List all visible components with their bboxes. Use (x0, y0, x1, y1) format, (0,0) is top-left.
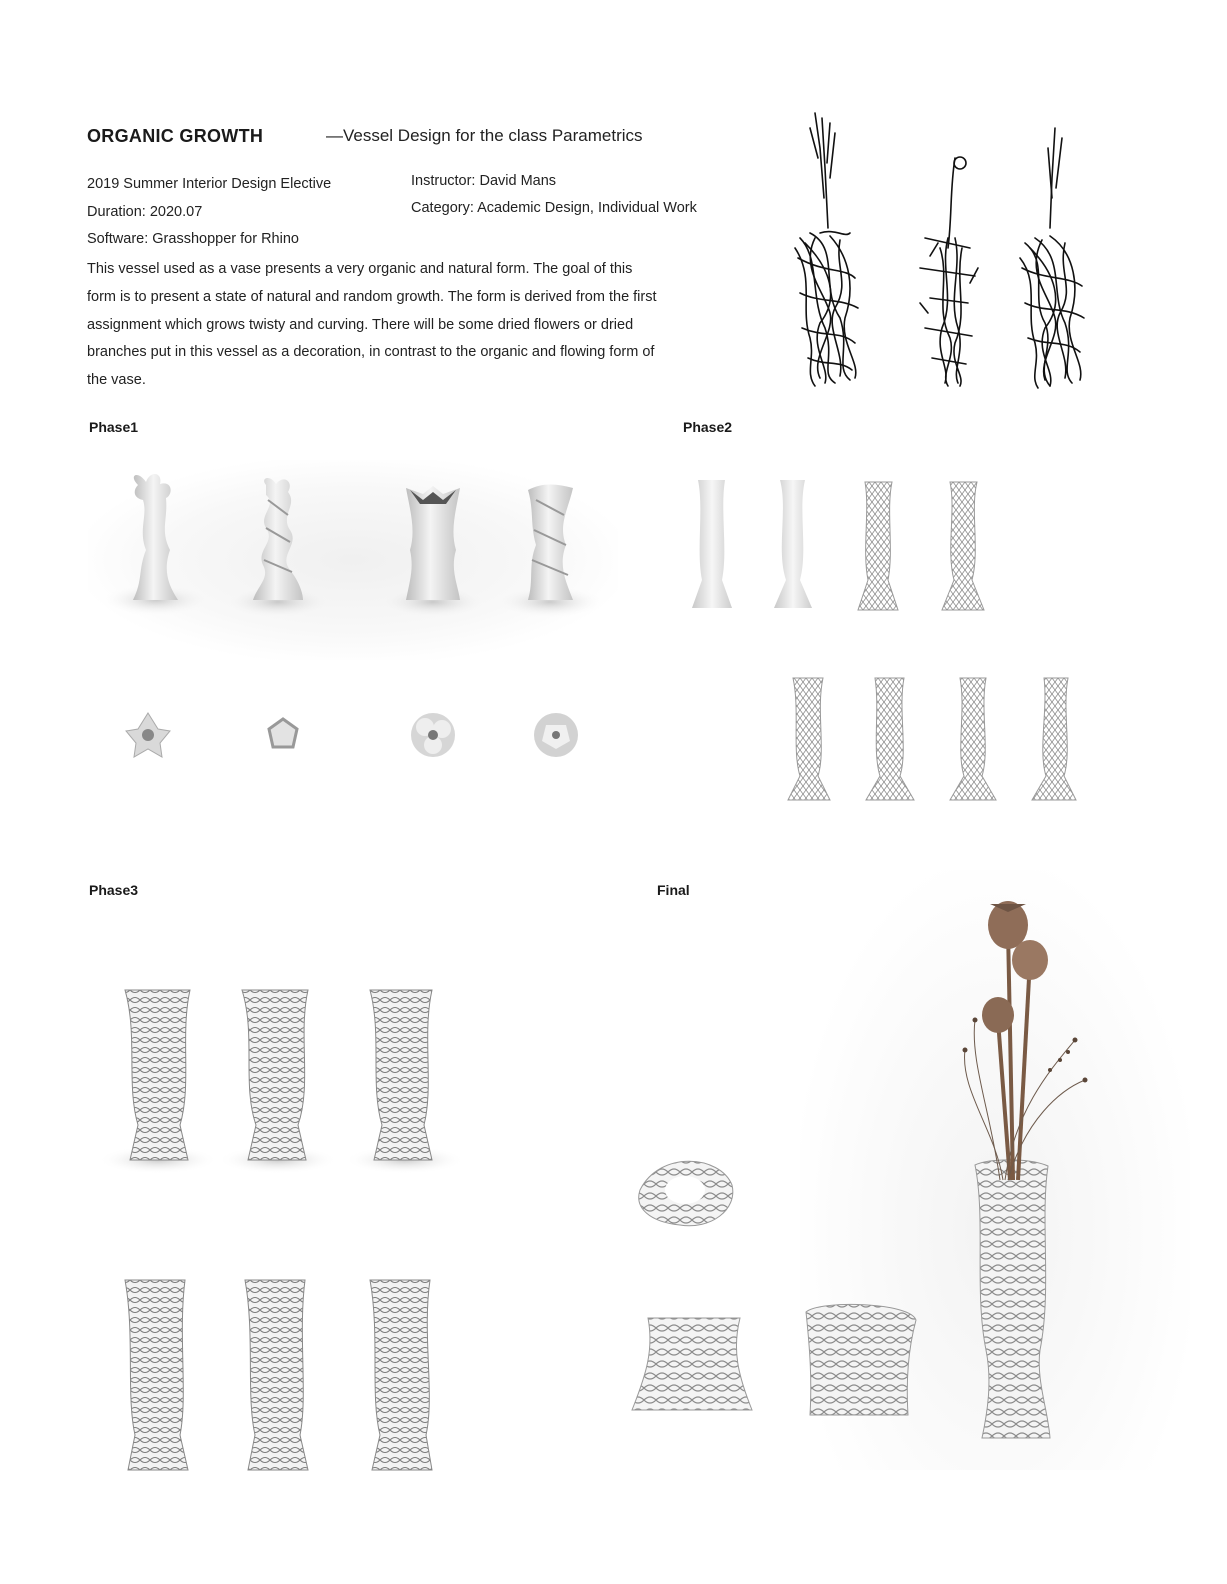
project-description: This vessel used as a vase presents a very organic and natural form. The goal of this form is to present a state of natural and random growth. The form is derived from the first assignment which grows twisty and curving. There will be some dried flowers or dried branches put in this vessel as a decoration, in contrast to the organic and flowing form of the vase. (87, 261, 657, 389)
page-title: ORGANIC GROWTH (87, 126, 264, 146)
phase1-label: Phase1 (89, 419, 139, 435)
phase2-renders (680, 470, 1110, 810)
phase3-renders (80, 975, 500, 1475)
duration-text: Duration: 2020.07 (87, 204, 203, 220)
final-label: Final (657, 882, 690, 898)
software-text: Software: Grasshopper for Rhino (87, 231, 299, 247)
phase1-renders (88, 460, 618, 790)
phase3-label: Phase3 (89, 882, 139, 898)
instructor-text: Instructor: David Mans (411, 173, 557, 189)
sketch-drawing (780, 108, 1100, 393)
final-renders (620, 890, 1120, 1460)
page-subtitle: —Vessel Design for the class Parametrics (326, 126, 643, 145)
category-text: Category: Academic Design, Individual Work (411, 200, 697, 216)
course-text: 2019 Summer Interior Design Elective (87, 176, 332, 192)
phase2-label: Phase2 (683, 419, 733, 435)
